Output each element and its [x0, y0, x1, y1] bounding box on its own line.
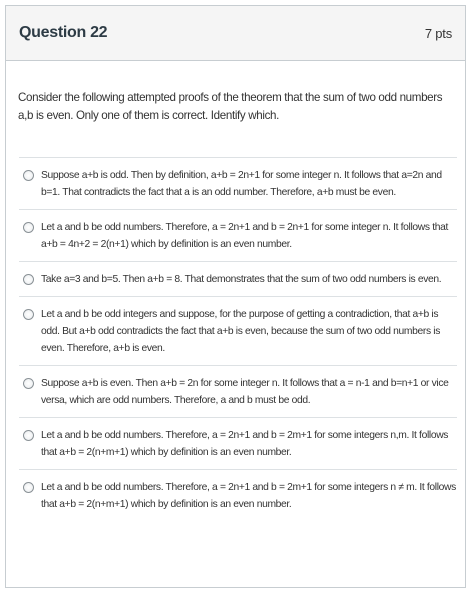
answer-option-2[interactable] [19, 209, 457, 261]
radio-button[interactable] [23, 170, 34, 181]
question-prompt: Consider the following attempted proofs of the theorem that the sum of two odd numbers a,b is even. Only one of them is correct. Identify which. [18, 91, 443, 122]
radio-button[interactable] [23, 482, 34, 493]
answer-option-7[interactable] [19, 469, 457, 521]
answer-list [19, 157, 457, 521]
question-points: 7 pts [424, 25, 452, 41]
answer-text: Take a=3 and b=5. Then a+b = 8. That demonstrates that the sum of two odd numbers is even. [41, 274, 442, 285]
radio-button[interactable] [23, 430, 34, 441]
radio-button[interactable] [23, 378, 34, 389]
answer-text: Let a and b be odd numbers. Therefore, a = 2n+1 and b = 2m+1 for some integers n ≠ m. It follows that a+b = 2(n+m+1) which by definition is an even number. [41, 482, 456, 510]
answer-text: Let a and b be odd numbers. Therefore, a = 2n+1 and b = 2m+1 for some integers n,m. It follows that a+b = 2(n+m+1) which by definition is an even number. [41, 430, 449, 458]
radio-button[interactable] [23, 222, 34, 233]
answer-text: Let a and b be odd integers and suppose, for the purpose of getting a contradiction, that a+b is odd. But a+b odd contradicts the fact that a+b is even, because the sum of two odd numbers is even. Therefore, a+b is even. [41, 309, 441, 354]
answer-option-1[interactable] [19, 157, 457, 209]
question-title: Question 22 [19, 24, 108, 41]
answer-text: Suppose a+b is even. Then a+b = 2n for some integer n. It follows that a = n-1 and b=n+1 or vice versa, which are odd numbers. Therefore, a and b must be odd. [41, 378, 449, 406]
answer-option-5[interactable] [19, 365, 457, 417]
radio-button[interactable] [23, 274, 34, 285]
question-card [5, 5, 466, 588]
radio-button[interactable] [23, 309, 34, 320]
question-header [6, 6, 465, 61]
answer-option-6[interactable] [19, 417, 457, 469]
answer-option-4[interactable] [19, 296, 457, 365]
answer-option-3[interactable] [19, 261, 457, 296]
answer-text: Suppose a+b is odd. Then by definition, a+b = 2n+1 for some integer n. It follows that a=2n and b=1. That contradicts the fact that a is an odd number. Therefore, a+b must be even. [41, 170, 442, 198]
answer-text: Let a and b be odd numbers. Therefore, a = 2n+1 and b = 2n+1 for some integer n. It follows that a+b = 4n+2 = 2(n+1) which by definition is an even number. [41, 222, 448, 250]
